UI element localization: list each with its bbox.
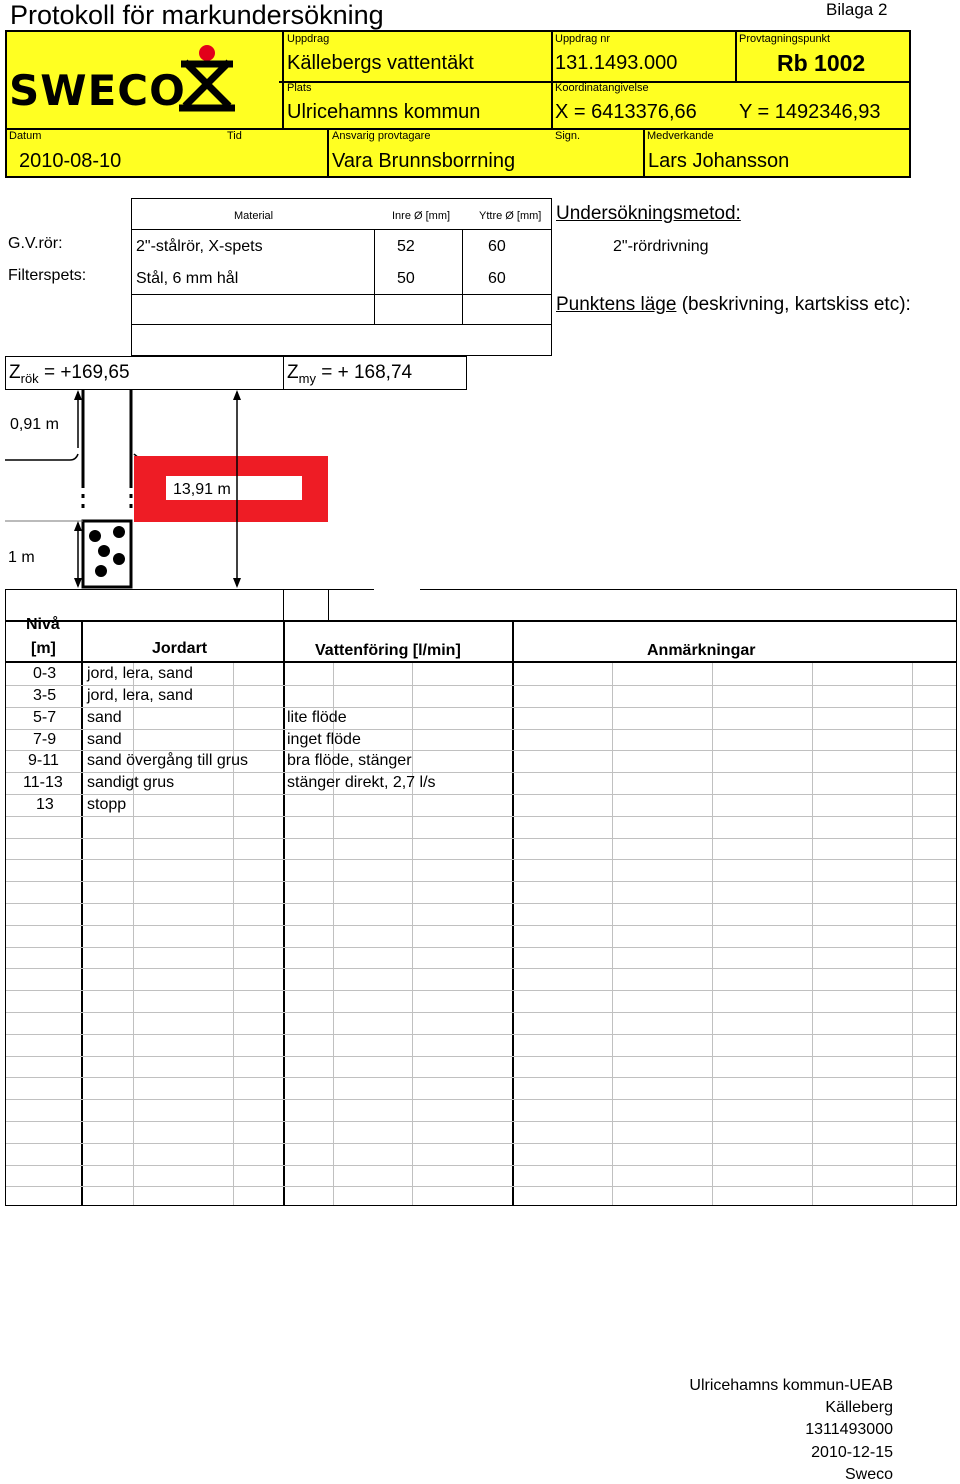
row-6-jordart: stopp [87,796,127,813]
plats-label: Plats [287,82,312,94]
koordinat-label: Koordinatangivelse [555,82,649,94]
row-5-jordart: sandigt grus [87,774,175,791]
footer-line-2: Källeberg [825,1399,893,1416]
row-5-vatten: stänger direkt, 2,7 l/s [287,774,436,791]
grid-row-line [6,968,956,969]
header-niva-unit: [m] [31,640,56,657]
row-4-niva: 9-11 [28,752,59,769]
grid-row-line [6,925,956,926]
plats-value: Ulricehamns kommun [287,101,481,123]
grid-row-line [6,794,956,795]
well-diagram [0,390,470,590]
grid-col-line [233,663,234,1205]
grid-row-line [6,685,956,686]
filterspets-inner: 50 [397,270,415,287]
filterspets-label: Filterspets: [8,267,87,284]
z-rok: $Z_{rök} = +169,65$ [9,362,130,386]
gv-ror-label: G.V.rör: [8,235,63,252]
gv-ror-outer: 60 [488,238,506,255]
row-3-niva: 7-9 [33,731,57,748]
x-coordinate: X = 6413376,66 [555,101,697,123]
footer-line-1: Ulricehamns kommun-UEAB [689,1377,893,1394]
grid-row-line [6,1165,956,1166]
row-4-jordart: sand övergång till grus [87,752,248,769]
grid-row-line [6,881,956,882]
row-5-niva: 11-13 [23,774,63,791]
header-jordart: Jordart [152,640,208,657]
grid-row-line [6,1186,956,1187]
tid-label: Tid [227,130,242,142]
footer-line-5: Sweco [844,1466,893,1483]
grid-row-line [6,1012,956,1013]
grid-row-line [6,750,956,751]
header-niva-top: Nivå [26,616,60,633]
footer-line-4: 2010-12-15 [811,1444,893,1461]
grid-row-line [6,903,956,904]
row-3-jordart: sand [87,731,122,748]
grid-row-line [6,1121,956,1122]
row-4-vatten: bra flöde, stänger [287,752,412,769]
grid-row-line [6,947,956,948]
medverkande-label: Medverkande [647,130,714,142]
col-material: Material [234,210,274,222]
row-2-niva: 5-7 [33,709,57,726]
page-title: Protokoll för markundersökning [10,0,384,30]
table-top-strip [5,589,957,620]
grid-row-line [6,1143,956,1144]
grid-row-line [6,1056,956,1057]
uppdrag-label: Uppdrag [287,33,330,45]
header-anmarkningar: Anmärkningar [647,642,756,659]
grid-row-line [6,990,956,991]
grid-row-line [6,816,956,817]
y-coordinate: Y = 1492346,93 [739,101,881,123]
filterspets-material: Stål, 6 mm hål [136,270,239,287]
grid-row-line [6,1099,956,1100]
row-2-jordart: sand [87,709,122,726]
row-0-jordart: jord, lera, sand [87,665,193,682]
grid-col-line [712,663,713,1205]
grid-col-line [612,663,613,1205]
grid-col-line [912,663,913,1205]
grid-row-line [6,772,956,773]
grid-col-line [412,663,413,1205]
grid-row-line [6,1034,956,1035]
row-1-niva: 3-5 [33,687,57,704]
sign-label: Sign. [555,130,581,142]
grid-row-line [6,1077,956,1078]
grid-row-line [6,838,956,839]
gv-ror-material: 2"-stålrör, X-spets [136,238,263,255]
footer-line-3: 1311493000 [805,1421,893,1438]
method-heading: Undersökningsmetod: [556,203,741,224]
header-vattenforing: Vattenföring [l/min] [315,642,461,659]
ansvarig-label: Ansvarig provtagare [332,130,431,142]
grid-row-line [6,859,956,860]
filter-length: 1 m [8,549,35,566]
medverkande-value: Lars Johansson [648,150,790,172]
uppdrag-value: Källebergs vattentäkt [287,52,474,74]
location-heading: Punktens läge (beskrivning, kartskiss etc): [556,294,911,315]
grid-col-line [812,663,813,1205]
above-ground-length: 0,91 m [10,416,59,433]
method-value: 2"-rördrivning [613,238,709,255]
row-6-niva: 13 [36,796,54,813]
depth-length: 13,91 m [173,481,231,498]
provtagningspunkt-label: Provtagningspunkt [739,33,831,45]
row-1-jordart: jord, lera, sand [87,687,193,704]
grid-col-line [133,663,134,1205]
sweco-logo-icon [175,42,239,114]
datum-label: Datum [9,130,42,142]
col-outer-diameter: Yttre Ø [mm] [479,210,542,222]
datum-value: 2010-08-10 [19,150,122,172]
gv-ror-inner: 52 [397,238,415,255]
header-block [5,30,911,178]
row-0-niva: 0-3 [33,665,57,682]
ansvarig-value: Vara Brunnsborrning [332,150,516,172]
row-2-vatten: lite flöde [287,709,347,726]
uppdrag-nr-label: Uppdrag nr [555,33,611,45]
z-my: $Z_{my}$ = + 168,74 [287,362,413,386]
grid-row-line [6,729,956,730]
uppdrag-nr-value: 131.1493.000 [555,52,678,74]
row-3-vatten: inget flöde [287,731,361,748]
filterspets-outer: 60 [488,270,506,287]
sweco-logo-text: SWECO [9,66,186,115]
provtagningspunkt-value: Rb 1002 [777,50,866,76]
grid-row-line [6,707,956,708]
annex-label: Bilaga 2 [826,0,888,19]
col-inner-diameter: Inre Ø [mm] [392,210,451,222]
